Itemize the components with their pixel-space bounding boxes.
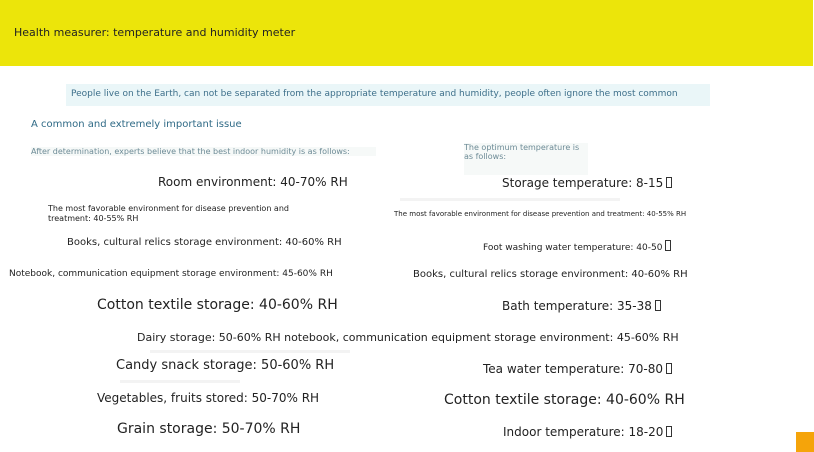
humidity-item-candy: Candy snack storage: 50-60% RH	[116, 358, 335, 373]
temperature-item-books: Books, cultural relics storage environment: 40-60% RH	[413, 269, 688, 280]
degree-placeholder-icon	[666, 426, 672, 437]
degree-placeholder-icon	[665, 240, 671, 251]
intro-strip	[66, 84, 710, 106]
divider	[120, 380, 240, 383]
degree-placeholder-icon	[666, 177, 672, 188]
intro-text: People live on the Earth, can not be separated from the appropriate temperature and humidity, people often ignore the most common	[71, 89, 678, 99]
humidity-item-notebook: Notebook, communication equipment storage environment: 45-60% RH	[9, 269, 333, 279]
humidity-item-books: Books, cultural relics storage environment: 40-60% RH	[67, 237, 342, 248]
temperature-item-cotton: Cotton textile storage: 40-60% RH	[444, 392, 685, 408]
header-banner	[0, 0, 813, 66]
humidity-intro: After determination, experts believe that the best indoor humidity is as follows:	[31, 147, 376, 156]
temperature-item-disease: The most favorable environment for disease prevention and treatment: 40-55% RH	[394, 210, 687, 218]
temperature-item-storage-label: Storage temperature: 8-15	[502, 176, 664, 190]
temperature-item-indoor-label: Indoor temperature: 18-20	[503, 425, 664, 439]
degree-placeholder-icon	[655, 300, 661, 311]
subheading: A common and extremely important issue	[31, 119, 242, 130]
humidity-item-vegetables: Vegetables, fruits stored: 50-70% RH	[97, 391, 320, 405]
temperature-item-bath	[502, 299, 661, 313]
humidity-item-cotton: Cotton textile storage: 40-60% RH	[97, 297, 338, 313]
page-title: Health measurer: temperature and humidity meter	[14, 26, 296, 39]
temperature-item-tea-label: Tea water temperature: 70-80	[483, 362, 663, 376]
temperature-item-indoor	[503, 425, 672, 439]
humidity-item-dairy: Dairy storage: 50-60% RH notebook, communication equipment storage environment: 45-60% RH	[137, 331, 679, 344]
corner-badge	[796, 432, 814, 452]
humidity-item-grain: Grain storage: 50-70% RH	[117, 421, 301, 437]
divider	[150, 350, 350, 353]
temperature-item-storage	[502, 176, 672, 190]
temperature-item-footwash-label: Foot washing water temperature: 40-50	[483, 243, 663, 253]
degree-placeholder-icon	[666, 363, 672, 374]
humidity-item-disease: The most favorable environment for disease prevention and treatment: 40-55% RH	[48, 204, 289, 223]
temperature-item-bath-label: Bath temperature: 35-38	[502, 299, 652, 313]
temperature-item-tea	[483, 362, 672, 376]
divider	[400, 198, 620, 201]
temperature-intro: The optimum temperature is as follows:	[464, 143, 588, 175]
temperature-item-footwash	[483, 240, 671, 253]
humidity-item-room: Room environment: 40-70% RH	[158, 175, 348, 189]
